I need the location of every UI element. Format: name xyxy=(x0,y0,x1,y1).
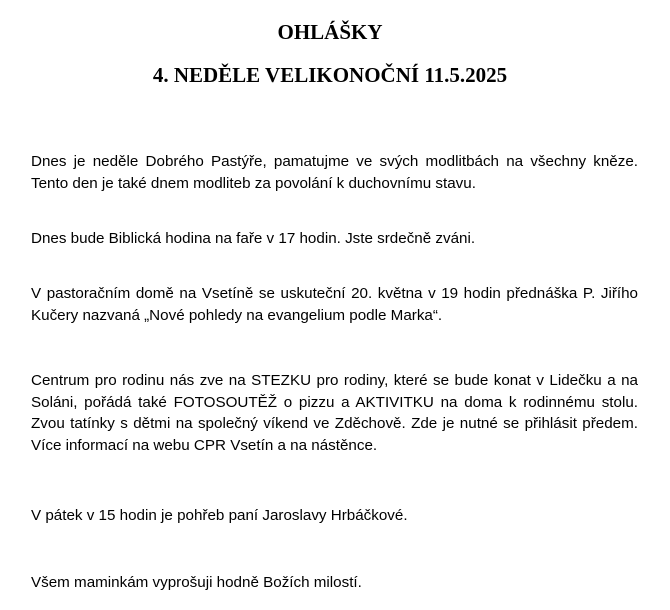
announcement-paragraph: V pátek v 15 hodin je pohřeb paní Jaroslavy Hrbáčkové. xyxy=(31,507,408,524)
document-subtitle: 4. NEDĚLE VELIKONOČNÍ 11.5.2025 xyxy=(152,63,508,87)
announcement-paragraph: V pastoračním domě na Vsetíně se uskuteční 20. května v 19 hodin přednáška P. Jiřího Kučery nazvaná „Nové pohledy na evangelium podle Marka“. xyxy=(31,285,638,324)
announcement-paragraph: Všem maminkám vyprošuji hodně Božích milostí. xyxy=(31,574,362,591)
document-title: OHLÁŠKY xyxy=(277,20,383,44)
announcement-paragraph: Centrum pro rodinu nás zve na STEZKU pro rodiny, které se bude konat v Lidečku a na Soláni, pořádá také FOTOSOUTĚŽ o pizzu a AKTIVITKU na doma k rodinnému stolu. Zvou tatínky s dětmi na společný víkend ve Zděchově. Zde je nutné se přihlásit předem. Více informací na webu CPR Vsetín a na nástěnce. xyxy=(31,372,638,454)
announcement-paragraph: Dnes bude Biblická hodina na faře v 17 hodin. Jste srdečně zváni. xyxy=(31,230,476,247)
announcement-paragraph: Dnes je neděle Dobrého Pastýře, pamatujme ve svých modlitbách na všechny kněze. Tento den je také dnem modliteb za povolání k duchovnímu stavu. xyxy=(31,153,638,192)
